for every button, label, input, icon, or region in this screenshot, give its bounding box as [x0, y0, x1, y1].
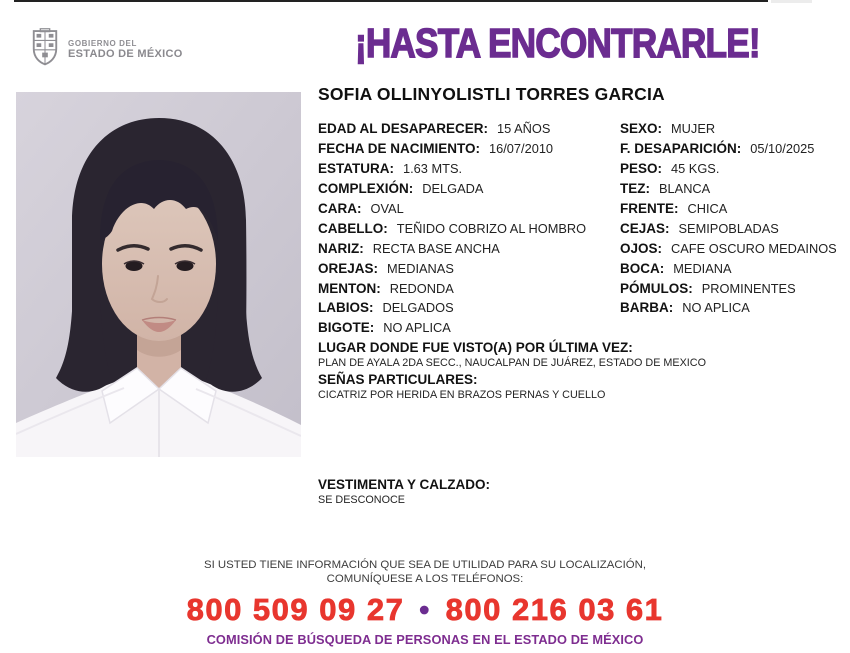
field-label: EDAD AL DESAPARECER: — [318, 121, 489, 137]
field-value: REDONDA — [389, 280, 454, 296]
field-row-bigote — [318, 318, 756, 338]
field-row-desaparicion — [620, 139, 848, 159]
footer-info-line1: SI USTED TIENE INFORMACIÓN QUE SEA DE UTILIDAD PARA SU LOCALIZACIÓN, — [204, 559, 646, 571]
footer-info-line2: COMUNÍQUESE A LOS TELÉFONOS: — [326, 572, 524, 585]
field-value: 45 KGS. — [671, 161, 720, 177]
field-label: F. DESAPARICIÓN: — [620, 141, 742, 157]
field-row-pomulos — [620, 278, 848, 298]
field-label: PÓMULOS: — [620, 280, 693, 296]
last-seen-section — [318, 340, 756, 369]
top-scrollbar-mark — [771, 0, 812, 3]
field-row-sexo — [620, 119, 848, 139]
field-value: DELGADA — [422, 181, 484, 197]
field-label: OJOS: — [620, 240, 663, 256]
field-value: CAFE OSCURO MEDAINOS — [671, 240, 837, 256]
particular-signs-label: SEÑAS PARTICULARES: — [318, 371, 478, 387]
field-row-frente — [620, 199, 848, 219]
field-value: BLANCA — [659, 181, 711, 197]
field-label: LABIOS: — [318, 300, 374, 316]
field-value: SEMIPOBLADAS — [678, 220, 779, 236]
logo-line1: GOBIERNO DEL — [68, 38, 137, 48]
poster-title: ¡HASTA ENCONTRARLE! — [354, 20, 760, 66]
phone-numbers — [0, 592, 850, 628]
government-logo — [30, 27, 183, 72]
field-row-ojos — [620, 238, 848, 258]
field-value: DELGADOS — [382, 300, 454, 316]
field-value: 1.63 MTS. — [403, 161, 463, 177]
field-value: PROMINENTES — [701, 280, 796, 296]
field-row-peso — [620, 159, 848, 179]
phone-number-1: 800 509 09 27 — [186, 592, 405, 627]
field-label: BIGOTE: — [318, 320, 375, 336]
bullet-dot-icon: • — [419, 594, 431, 625]
field-row-barba — [620, 298, 848, 318]
last-seen-value: PLAN DE AYALA 2DA SECC., NAUCALPAN DE JUÁREZ, ESTADO DE MEXICO — [318, 356, 706, 369]
field-value: NO APLICA — [682, 300, 750, 316]
missing-person-photo — [16, 92, 301, 457]
top-border-line — [14, 0, 768, 2]
field-value: RECTA BASE ANCHA — [372, 240, 500, 256]
last-seen-label: LUGAR DONDE FUE VISTO(A) POR ÚLTIMA VEZ: — [318, 339, 633, 355]
field-label: ESTATURA: — [318, 161, 394, 177]
field-value: MEDIANA — [673, 260, 732, 276]
contact-footer — [0, 559, 850, 647]
clothing-value: SE DESCONOCE — [318, 494, 405, 506]
poster-title-wrap — [322, 20, 760, 67]
field-value: 16/07/2010 — [489, 141, 554, 157]
field-label: CARA: — [318, 201, 362, 216]
field-label: TEZ: — [620, 181, 650, 197]
field-value: OVAL — [370, 201, 404, 216]
field-label: CEJAS: — [620, 220, 670, 236]
clothing-section — [318, 477, 490, 509]
field-label: CABELLO: — [318, 220, 388, 236]
commission-name: COMISIÓN DE BÚSQUEDA DE PERSONAS EN EL ESTADO DE MÉXICO — [206, 632, 644, 647]
logo-text — [68, 39, 183, 61]
field-label: PESO: — [620, 161, 663, 177]
field-label: COMPLEXIÓN: — [318, 181, 414, 197]
shield-crest-icon — [30, 27, 60, 72]
field-label: BOCA: — [620, 260, 665, 276]
particular-signs-value: CICATRIZ POR HERIDA EN BRAZOS PERNAS Y CUELLO — [318, 388, 606, 401]
field-value: 05/10/2025 — [750, 141, 815, 157]
field-row-tez — [620, 179, 848, 199]
field-label: OREJAS: — [318, 260, 379, 276]
field-label: SEXO: — [620, 121, 663, 137]
person-name: SOFIA OLLINYOLISTLI TORRES GARCIA — [318, 84, 665, 104]
field-row-cejas — [620, 218, 848, 238]
field-label: MENTON: — [318, 280, 381, 296]
phone-number-2: 800 216 03 61 — [445, 592, 664, 627]
field-value: MEDIANAS — [387, 260, 454, 276]
attributes-right-column — [620, 119, 848, 318]
field-value: CHICA — [687, 201, 728, 216]
particular-signs-section — [318, 372, 756, 401]
field-label: FRENTE: — [620, 201, 679, 216]
field-value: 15 AÑOS — [497, 121, 551, 137]
field-value: NO APLICA — [383, 320, 451, 336]
logo-line2: ESTADO DE MÉXICO — [68, 47, 183, 60]
field-label: NARIZ: — [318, 240, 364, 256]
field-label: BARBA: — [620, 300, 674, 316]
field-value: TEÑIDO COBRIZO AL HOMBRO — [396, 220, 587, 236]
clothing-label: VESTIMENTA Y CALZADO: — [318, 477, 491, 492]
field-label: FECHA DE NACIMIENTO: — [318, 141, 480, 157]
field-value: MUJER — [671, 121, 716, 137]
field-row-boca — [620, 258, 848, 278]
